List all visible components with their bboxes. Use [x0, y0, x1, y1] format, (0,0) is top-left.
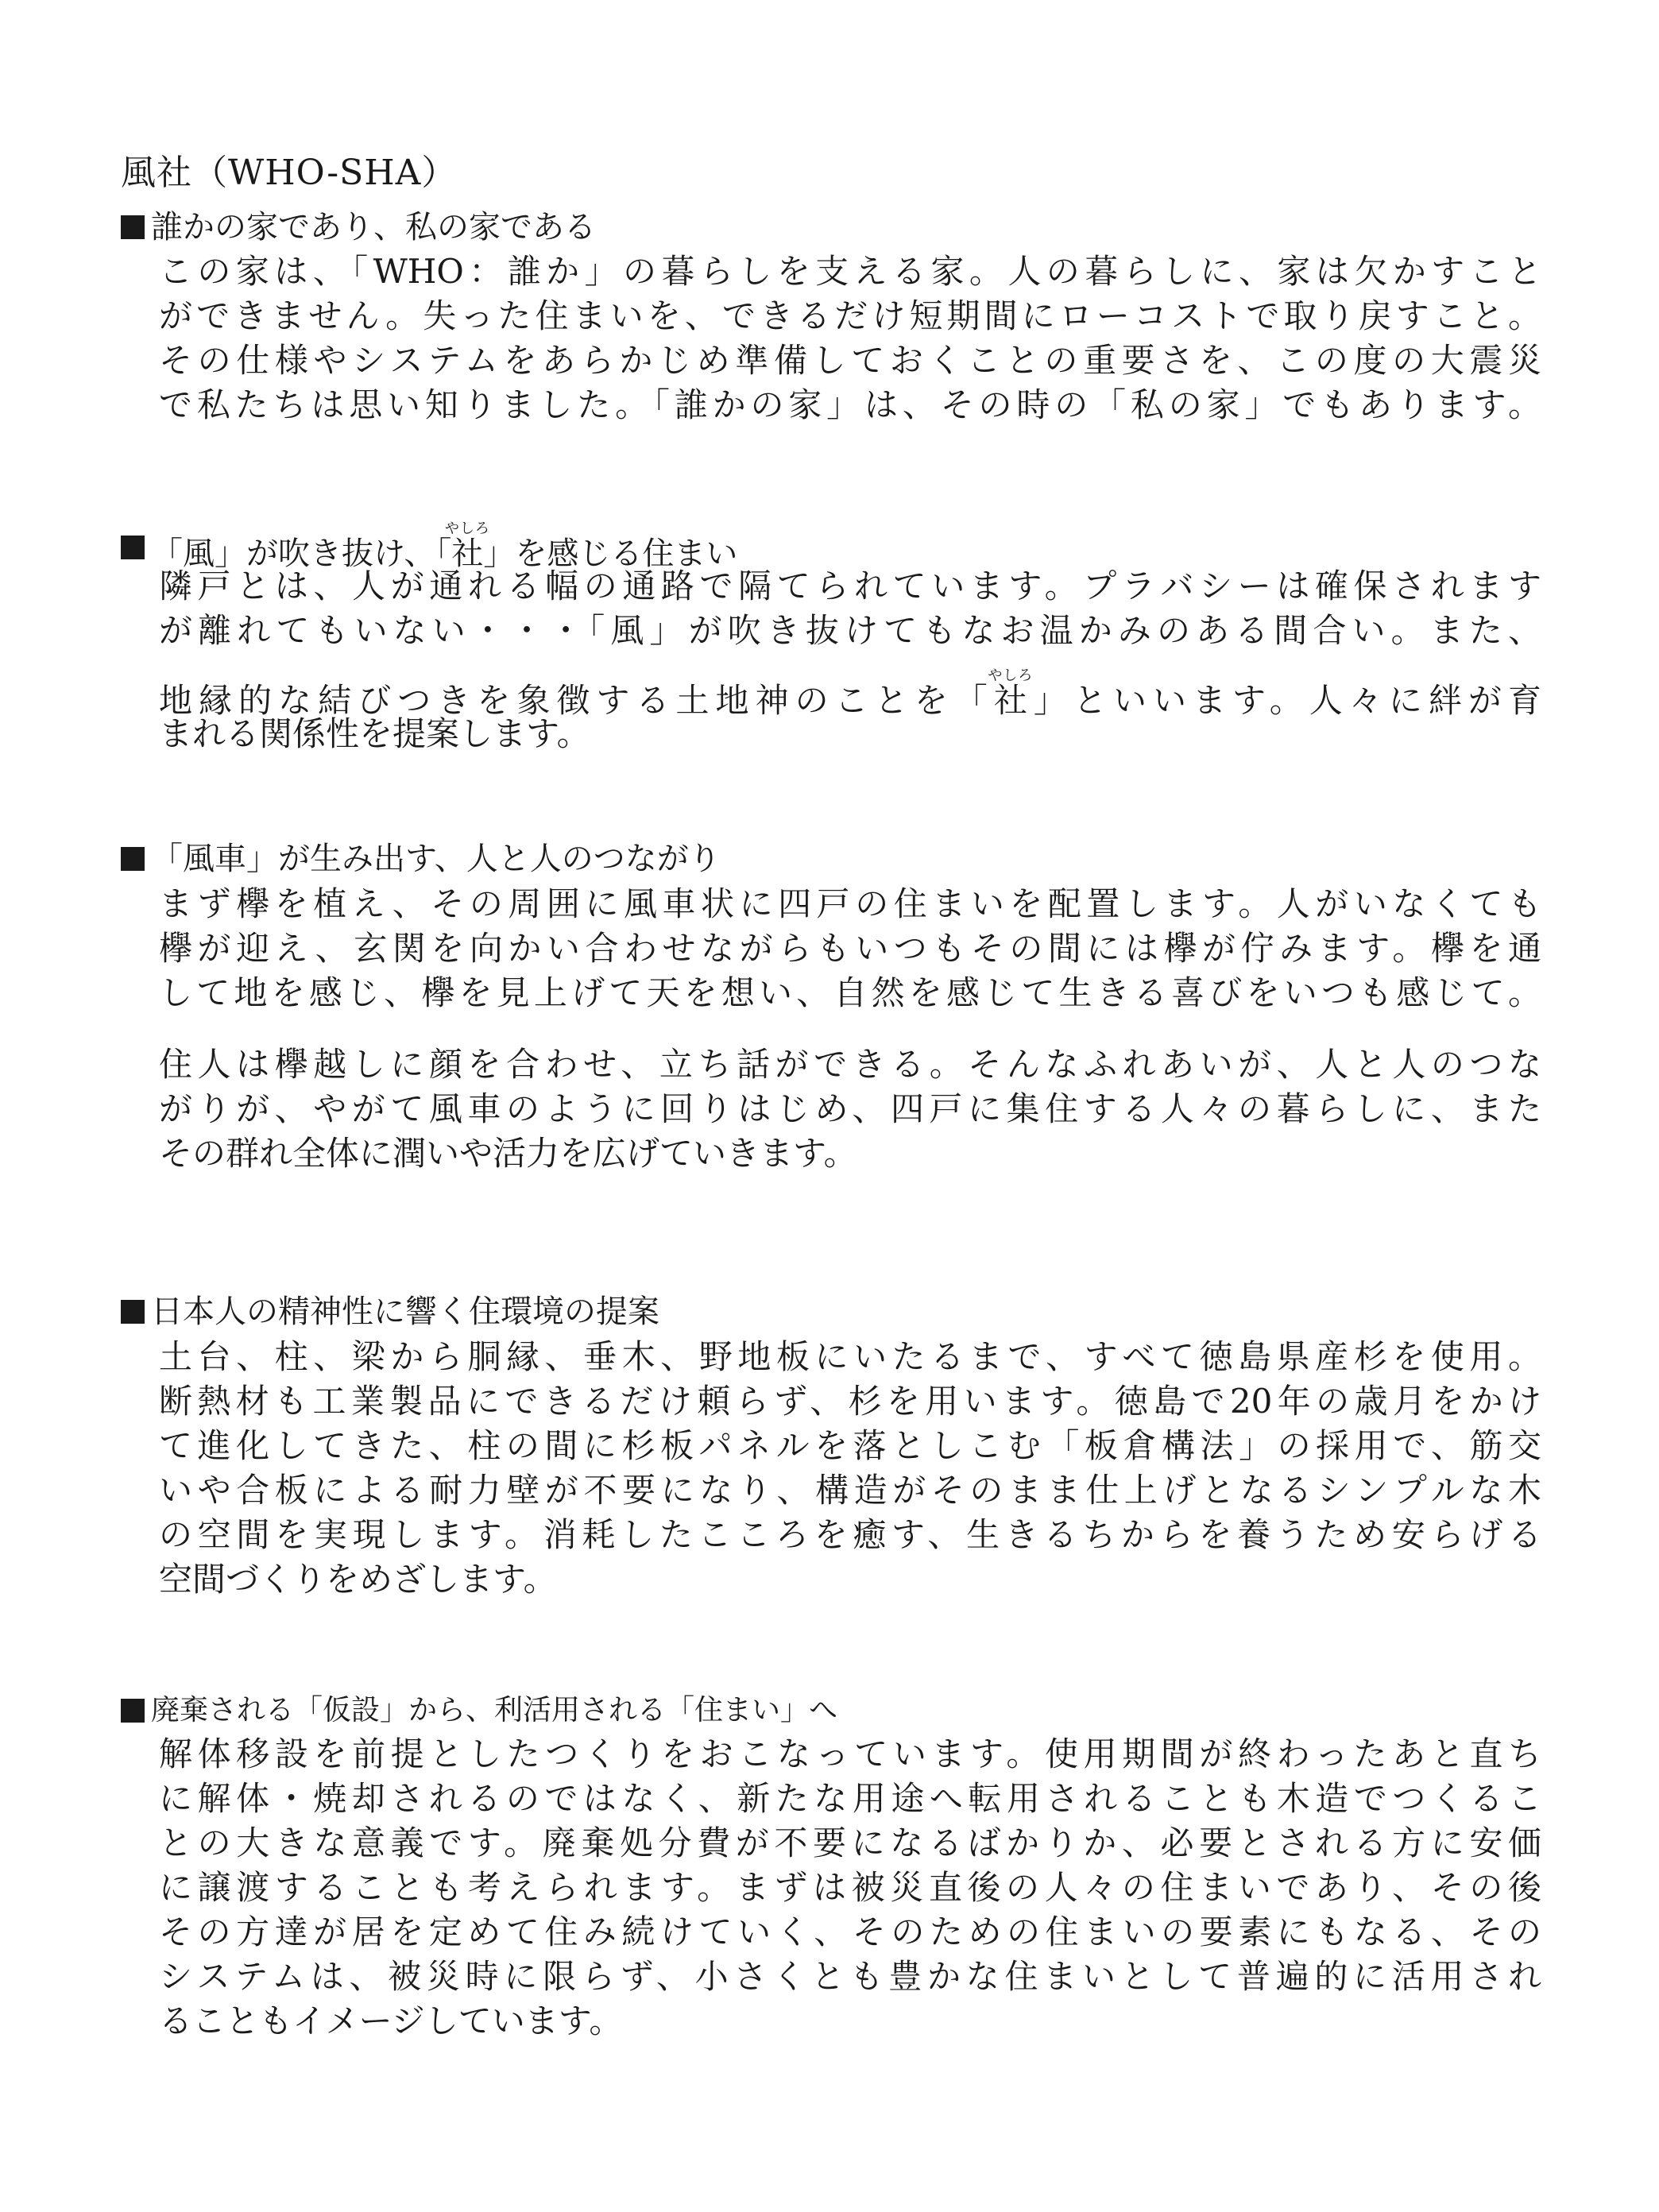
bullet-square-icon	[121, 847, 145, 871]
body-line: して地を感じ、欅を見上げて天を想い、自然を感じて生きる喜びをいつも感じて。	[159, 973, 1541, 1012]
body-line: ることもイメージしています。	[159, 2001, 623, 2040]
body-line: 空間づくりをめざします。	[159, 1560, 557, 1599]
section-heading-text: 日本人の精神性に響く住環境の提案	[151, 1294, 659, 1330]
body-line: に譲渡することも考えられます。まずは被災直後の人々の住まいであり、その後	[159, 1868, 1541, 1907]
section-heading-1	[121, 207, 596, 248]
section-heading-text: 「風」が吹き抜け、「社やしろ」を感じる住まい	[151, 520, 738, 572]
bullet-square-icon	[121, 1699, 145, 1723]
section-body-1	[159, 249, 1541, 427]
section-body-3b	[159, 1042, 1541, 1176]
body-line: に解体・焼却されるのではなく、新たな用途へ転用されることも木造でつくるこ	[159, 1779, 1541, 1818]
section-heading-4	[121, 1291, 659, 1332]
body-line: 欅が迎え、玄関を向かい合わせながらもいつもその間には欅が佇みます。欅を通	[159, 929, 1541, 968]
body-line: その方達が居を定めて住み続けていく、そのための住まいの要素にもなる、その	[159, 1912, 1541, 1951]
document-title: 風社（WHO-SHA）	[121, 153, 458, 193]
body-line: がりが、やがて風車のように回りはじめ、四戸に集住する人々の暮らしに、また	[159, 1089, 1541, 1128]
body-line: が離れてもいない・・・「風」が吹き抜けてもなお温かみのある間合い。また、	[159, 611, 1541, 650]
section-body-2	[159, 564, 1541, 756]
section-body-3	[159, 882, 1541, 1015]
body-line: で私たちは思い知りました。「誰かの家」は、その時の「私の家」でもあります。	[159, 385, 1541, 424]
body-line: その仕様やシステムをあらかじめ準備しておくことの重要さを、この度の大震災	[159, 341, 1541, 380]
section-body-5	[159, 1732, 1541, 2044]
section-heading-text: 廃棄される「仮設」から、利活用される「住まい」へ	[151, 1694, 838, 1727]
body-line: 断熱材も工業製品にできるだけ頼らず、杉を用います。徳島で20年の歳月をかけ	[159, 1382, 1541, 1421]
section-heading-text: 「風車」が生み出す、人と人のつながり	[151, 841, 721, 877]
section-body-4	[159, 1335, 1541, 1602]
body-line: 地縁的な結びつきを象徴する土地神のことを「社やしろ」といいます。人々に絆が育	[159, 667, 1541, 720]
body-line: まれる関係性を提案します。	[159, 714, 590, 753]
body-line: て進化してきた、柱の間に杉板パネルを落としこむ「板倉構法」の採用で、筋交	[159, 1426, 1541, 1465]
body-line: の空間を実現します。消耗したこころを癒す、生きるちからを養うため安らげる	[159, 1515, 1541, 1554]
bullet-square-icon	[121, 536, 145, 559]
body-line: 土台、柱、梁から胴縁、垂木、野地板にいたるまで、すべて徳島県産杉を使用。	[159, 1337, 1541, 1376]
section-heading-text: 誰かの家であり、私の家である	[151, 209, 596, 246]
body-line: この家は、「WHO：誰か」の暮らしを支える家。人の暮らしに、家は欠かすこと	[159, 252, 1541, 291]
body-line: 隣戸とは、人が通れる幅の通路で隔てられています。プラバシーは確保されます	[159, 567, 1541, 605]
body-line: との大きな意義です。廃棄処分費が不要になるばかりか、必要とされる方に安価	[159, 1823, 1541, 1862]
body-line: 解体移設を前提としたつくりをおこなっています。使用期間が終わったあと直ち	[159, 1734, 1541, 1773]
body-line: システムは、被災時に限らず、小さくとも豊かな住まいとして普遍的に活用され	[159, 1957, 1541, 1996]
bullet-square-icon	[121, 1300, 145, 1324]
body-line: 住人は欅越しに顔を合わせ、立ち話ができる。そんなふれあいが、人と人のつな	[159, 1045, 1541, 1084]
section-heading-3	[121, 838, 721, 880]
body-line: いや合板による耐力壁が不要になり、構造がそのまま仕上げとなるシンプルな木	[159, 1471, 1541, 1510]
body-line: その群れ全体に潤いや活力を広げていきます。	[159, 1134, 857, 1173]
body-line: ができません。失った住まいを、できるだけ短期間にローコストで取り戻すこと。	[159, 296, 1541, 335]
body-line: まず欅を植え、その周囲に風車状に四戸の住まいを配置します。人がいなくても	[159, 884, 1541, 923]
bullet-square-icon	[121, 215, 145, 239]
section-heading-5	[121, 1690, 837, 1731]
